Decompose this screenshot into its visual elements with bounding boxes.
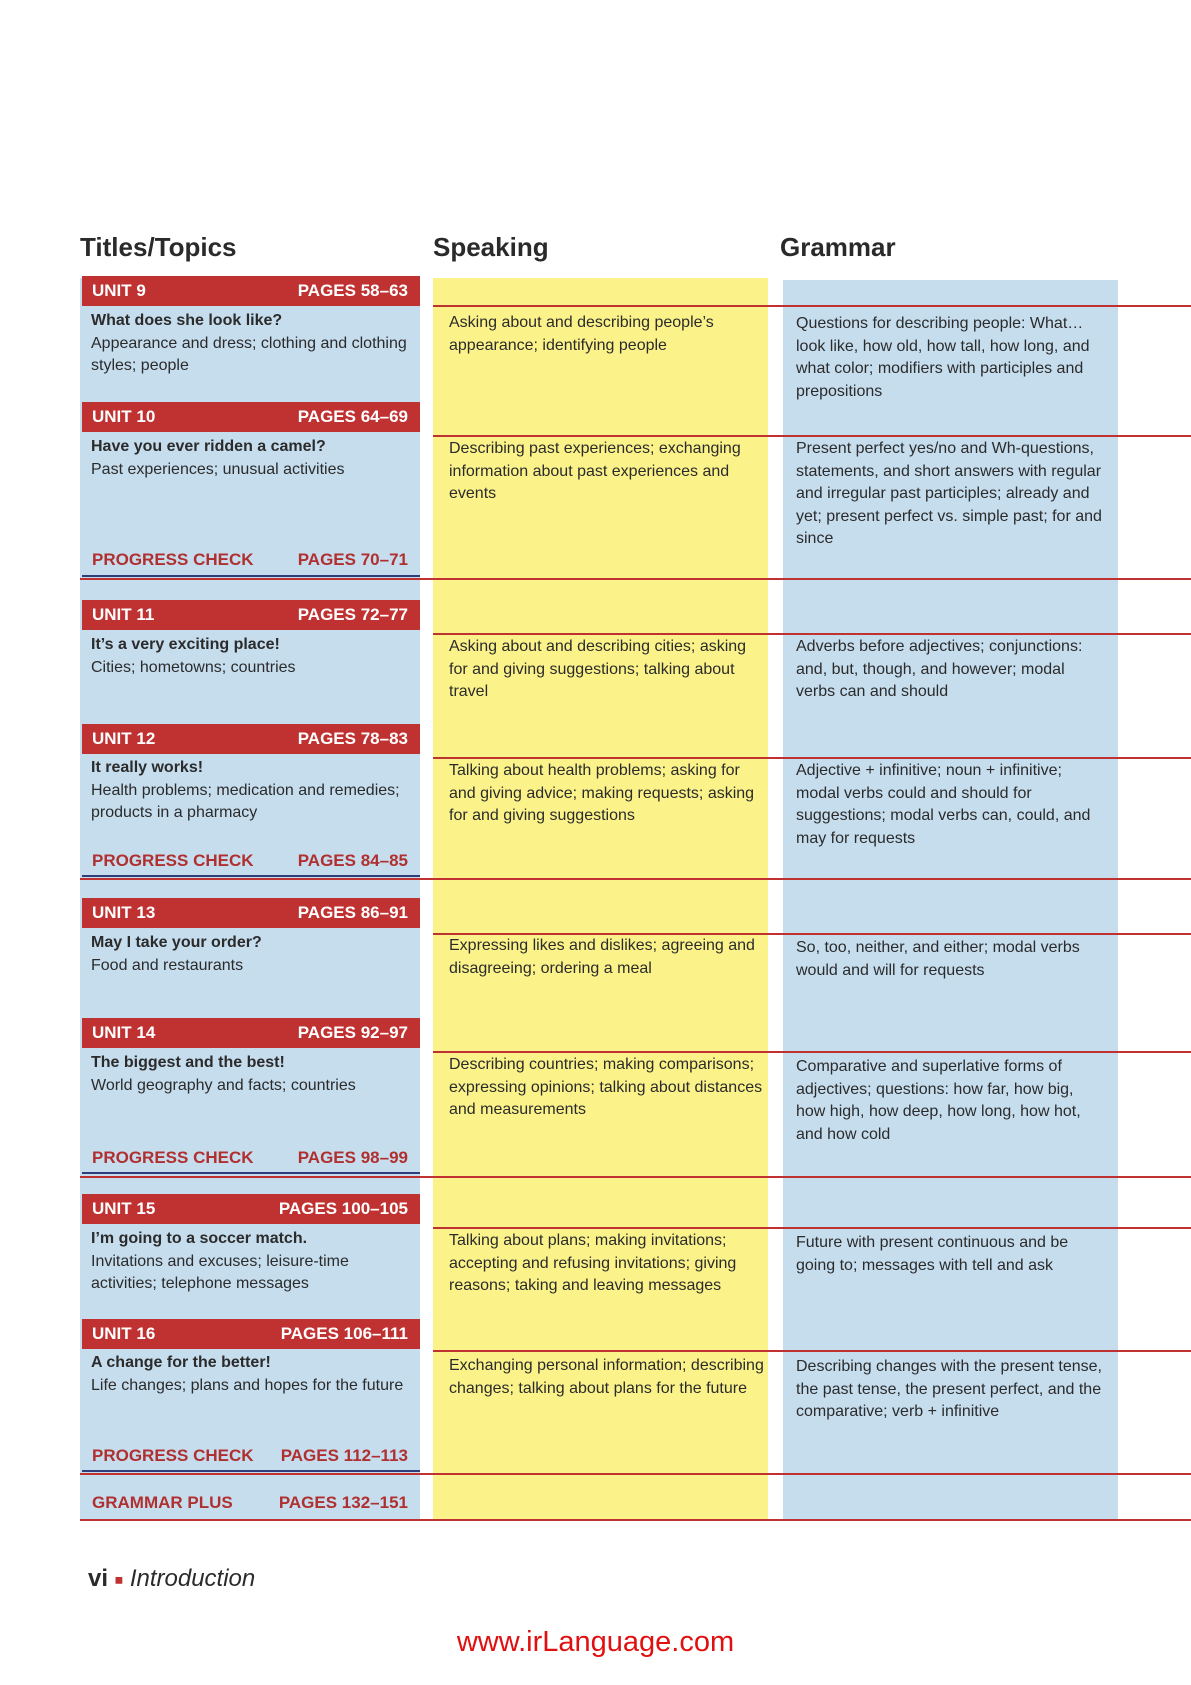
section-divider bbox=[80, 1473, 1191, 1475]
unit-pages: PAGES 72–77 bbox=[297, 605, 408, 624]
unit-16-topics bbox=[91, 1352, 416, 1397]
unit-13-grammar: So, too, neither, and either; modal verbs would and will for requests bbox=[796, 939, 1080, 979]
unit-label: UNIT 9 bbox=[92, 281, 146, 300]
section-divider bbox=[80, 578, 1191, 580]
website-watermark: www.irLanguage.com bbox=[456, 1626, 735, 1658]
unit-11-speaking: Asking about and describing cities; asking for and giving suggestions; talking about travel bbox=[449, 638, 747, 700]
unit-title: I’m going to a soccer match. bbox=[91, 1230, 308, 1247]
unit-title: What does she look like? bbox=[91, 312, 283, 329]
unit-15-speaking: Talking about plans; making invitations; accepting and refusing invitations; giving reasons; taking and leaving messages bbox=[449, 1232, 737, 1294]
row-divider bbox=[433, 435, 1191, 437]
row-divider bbox=[433, 633, 1191, 635]
bullet-square-icon: ■ bbox=[114, 1571, 124, 1588]
unit-label: UNIT 15 bbox=[92, 1199, 156, 1218]
unit-title: May I take your order? bbox=[91, 934, 262, 951]
unit-pages: PAGES 58–63 bbox=[297, 281, 408, 300]
unit-label: UNIT 14 bbox=[92, 1023, 156, 1042]
unit-13-topics bbox=[91, 932, 416, 977]
unit-14-bar bbox=[82, 1018, 420, 1048]
unit-16-bar bbox=[82, 1319, 420, 1349]
progress-check-row bbox=[82, 1444, 420, 1470]
progress-check-row bbox=[82, 1146, 420, 1172]
unit-9-grammar: Questions for describing people: What…look like, how old, how tall, how long, and what color; modifiers with participles and prepositions bbox=[796, 315, 1090, 400]
unit-topics: Food and restaurants bbox=[91, 956, 244, 974]
unit-topics: Life changes; plans and hopes for the future bbox=[91, 1376, 404, 1394]
unit-title: It really works! bbox=[91, 759, 204, 776]
progress-check-row bbox=[82, 849, 420, 875]
unit-title: A change for the better! bbox=[91, 1354, 271, 1371]
progress-check-label: PROGRESS CHECK bbox=[92, 851, 254, 870]
table-bottom-line bbox=[80, 1519, 1191, 1521]
row-divider bbox=[433, 305, 1191, 307]
unit-topics: Past experiences; unusual activities bbox=[91, 460, 345, 478]
unit-title: The biggest and the best! bbox=[91, 1054, 285, 1071]
progress-divider bbox=[82, 1470, 420, 1472]
page-number: vi bbox=[88, 1565, 109, 1592]
grammar-plus-pages: PAGES 132–151 bbox=[278, 1493, 408, 1512]
row-divider bbox=[433, 757, 1191, 759]
speaking-header: Speaking bbox=[433, 232, 549, 262]
unit-topics: Appearance and dress; clothing and clothing styles; people bbox=[91, 334, 407, 374]
page-footer bbox=[88, 1565, 255, 1593]
progress-divider bbox=[82, 875, 420, 877]
unit-title: Have you ever ridden a camel? bbox=[91, 438, 326, 455]
progress-check-label: PROGRESS CHECK bbox=[92, 550, 254, 569]
unit-pages: PAGES 92–97 bbox=[297, 1023, 408, 1042]
unit-12-topics bbox=[91, 757, 416, 825]
progress-check-label: PROGRESS CHECK bbox=[92, 1446, 254, 1465]
unit-pages: PAGES 86–91 bbox=[297, 903, 408, 922]
row-divider bbox=[433, 1350, 1191, 1352]
unit-pages: PAGES 106–111 bbox=[280, 1324, 408, 1343]
unit-label: UNIT 12 bbox=[92, 729, 156, 748]
section-name: Introduction bbox=[129, 1565, 256, 1592]
unit-11-grammar: Adverbs before adjectives; conjunctions: and, but, though, and however; modal verbs can and should bbox=[796, 638, 1083, 700]
unit-9-speaking: Asking about and describing people’s appearance; identifying people bbox=[449, 314, 714, 354]
progress-check-pages: PAGES 98–99 bbox=[297, 1148, 408, 1167]
unit-13-bar bbox=[82, 898, 420, 928]
unit-11-bar bbox=[82, 600, 420, 630]
progress-divider bbox=[82, 575, 420, 577]
unit-label: UNIT 10 bbox=[92, 407, 156, 426]
unit-topics: Invitations and excuses; leisure-time activities; telephone messages bbox=[91, 1252, 349, 1292]
progress-check-label: PROGRESS CHECK bbox=[92, 1148, 254, 1167]
unit-topics: World geography and facts; countries bbox=[91, 1076, 356, 1094]
unit-10-bar bbox=[82, 402, 420, 432]
row-divider bbox=[433, 1051, 1191, 1053]
unit-title: It’s a very exciting place! bbox=[91, 636, 280, 653]
unit-pages: PAGES 78–83 bbox=[297, 729, 408, 748]
unit-label: UNIT 13 bbox=[92, 903, 156, 922]
grammar-header: Grammar bbox=[780, 232, 896, 262]
progress-check-pages: PAGES 70–71 bbox=[297, 550, 408, 569]
unit-label: UNIT 11 bbox=[92, 605, 155, 624]
section-divider bbox=[80, 878, 1191, 880]
section-divider bbox=[80, 1176, 1191, 1178]
unit-14-speaking: Describing countries; making comparisons; expressing opinions; talking about distances and measurements bbox=[449, 1056, 763, 1118]
row-divider bbox=[433, 1227, 1191, 1229]
progress-check-pages: PAGES 84–85 bbox=[297, 851, 408, 870]
unit-16-grammar: Describing changes with the present tense, the past tense, the present perfect, and the comparative; verb + infinitive bbox=[796, 1358, 1102, 1420]
unit-9-topics bbox=[91, 310, 416, 378]
unit-15-grammar: Future with present continuous and be going to; messages with tell and ask bbox=[796, 1234, 1069, 1274]
progress-divider bbox=[82, 1172, 420, 1174]
unit-15-topics bbox=[91, 1228, 416, 1296]
unit-14-grammar: Comparative and superlative forms of adjectives; questions: how far, how big, how high, how deep, how long, how hot, and how cold bbox=[796, 1058, 1081, 1143]
unit-10-grammar: Present perfect yes/no and Wh-questions, statements, and short answers with regular and irregular past participles; already and yet; present perfect vs. simple past; for and since bbox=[796, 440, 1102, 547]
unit-9-bar bbox=[82, 276, 420, 306]
unit-label: UNIT 16 bbox=[92, 1324, 156, 1343]
unit-15-bar bbox=[82, 1194, 420, 1224]
unit-12-bar bbox=[82, 724, 420, 754]
unit-topics: Health problems; medication and remedies; products in a pharmacy bbox=[91, 781, 400, 821]
unit-11-topics bbox=[91, 634, 416, 679]
unit-10-speaking: Describing past experiences; exchanging information about past experiences and events bbox=[449, 440, 741, 502]
unit-12-grammar: Adjective + infinitive; noun + infinitive; modal verbs could and should for suggestions; modal verbs can, could, and may for requests bbox=[796, 762, 1091, 847]
unit-10-topics bbox=[91, 436, 416, 481]
unit-16-speaking: Exchanging personal information; describing changes; talking about plans for the future bbox=[449, 1357, 764, 1397]
unit-pages: PAGES 100–105 bbox=[278, 1199, 408, 1218]
progress-check-pages: PAGES 112–113 bbox=[280, 1446, 408, 1465]
unit-12-speaking: Talking about health problems; asking for and giving advice; making requests; asking for and giving suggestions bbox=[449, 762, 755, 824]
titles-topics-header: Titles/Topics bbox=[80, 232, 237, 262]
unit-topics: Cities; hometowns; countries bbox=[91, 658, 296, 676]
unit-pages: PAGES 64–69 bbox=[297, 407, 408, 426]
unit-13-speaking: Expressing likes and dislikes; agreeing and disagreeing; ordering a meal bbox=[449, 937, 755, 977]
unit-14-topics bbox=[91, 1052, 416, 1097]
progress-check-row bbox=[82, 548, 420, 574]
grammar-plus-row bbox=[82, 1491, 420, 1517]
grammar-plus-label: GRAMMAR PLUS bbox=[92, 1493, 233, 1512]
